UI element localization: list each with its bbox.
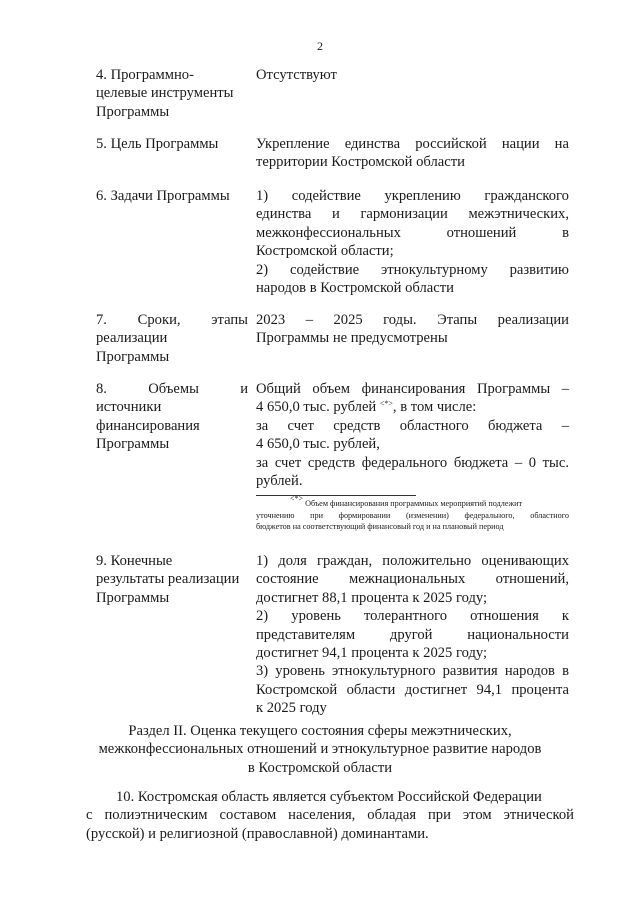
page-number: 2 xyxy=(317,39,323,53)
passport-value-5: Укрепление единства российской нации на территории Костромской области xyxy=(256,136,569,171)
passport-value-6: 1) содействие укреплению гражданского единства и гармонизации межэтнических, межконфессиональных отношений в Костромской области; 2) содействие этнокультурному развитию народов в Костромской области xyxy=(256,188,569,297)
passport-label-7: 7. Сроки, этапы реализации Программы xyxy=(96,312,248,365)
footnote-divider xyxy=(256,495,416,496)
passport-label-9: 9. Конечные результаты реализации Программы xyxy=(96,553,240,606)
passport-value-9: 1) доля граждан, положительно оценивающих состояние межнациональных отношений, достигнет 88,1 процента к 2025 году; 2) уровень толерантного отношения к представителям другой национальности достигнет 94,1 процента к 2025 году; 3) уровень этнокультурного развития народов в Костромской области достигнет 94,1 процента к 2025 году xyxy=(256,553,569,717)
passport-value-4: Отсутствуют xyxy=(256,67,337,83)
passport-label-6: 6. Задачи Программы xyxy=(96,188,230,204)
passport-value-7: 2023 – 2025 годы. Этапы реализации Программы не предусмотрены xyxy=(256,312,569,347)
body-paragraph: 10. Костромская область является субъектом Российской Федерации с полиэтническим составом населения, обладая при этом этнической (русской) и религиозной (православной) доминантами. xyxy=(86,789,574,842)
passport-label-4: 4. Программно- целевые инструменты Программы xyxy=(96,67,234,120)
footnote-ref: <*> xyxy=(379,399,393,409)
passport-label-5: 5. Цель Программы xyxy=(96,136,219,152)
section-title: Раздел II. Оценка текущего состояния сферы межэтнических, межконфессиональных отношений и этнокультурное развитие народов в Костромской области xyxy=(98,723,542,776)
passport-value-8: Общий объем финансирования Программы – 4 650,0 тыс. рублей <*>, в том числе: за счет средств областного бюджета – 4 650,0 тыс. рублей, за счет средств федерального бюджета – 0 тыс. рублей. xyxy=(256,381,569,490)
passport-label-8: 8. Объемы и источники финансирования Программы xyxy=(96,381,248,453)
footnote: <*> Объем финансирования программных мероприятий подлежит уточнению при формировании (изменении) федерального, областного бюджетов на соответствующий финансовый год и на плановый период xyxy=(256,494,569,531)
